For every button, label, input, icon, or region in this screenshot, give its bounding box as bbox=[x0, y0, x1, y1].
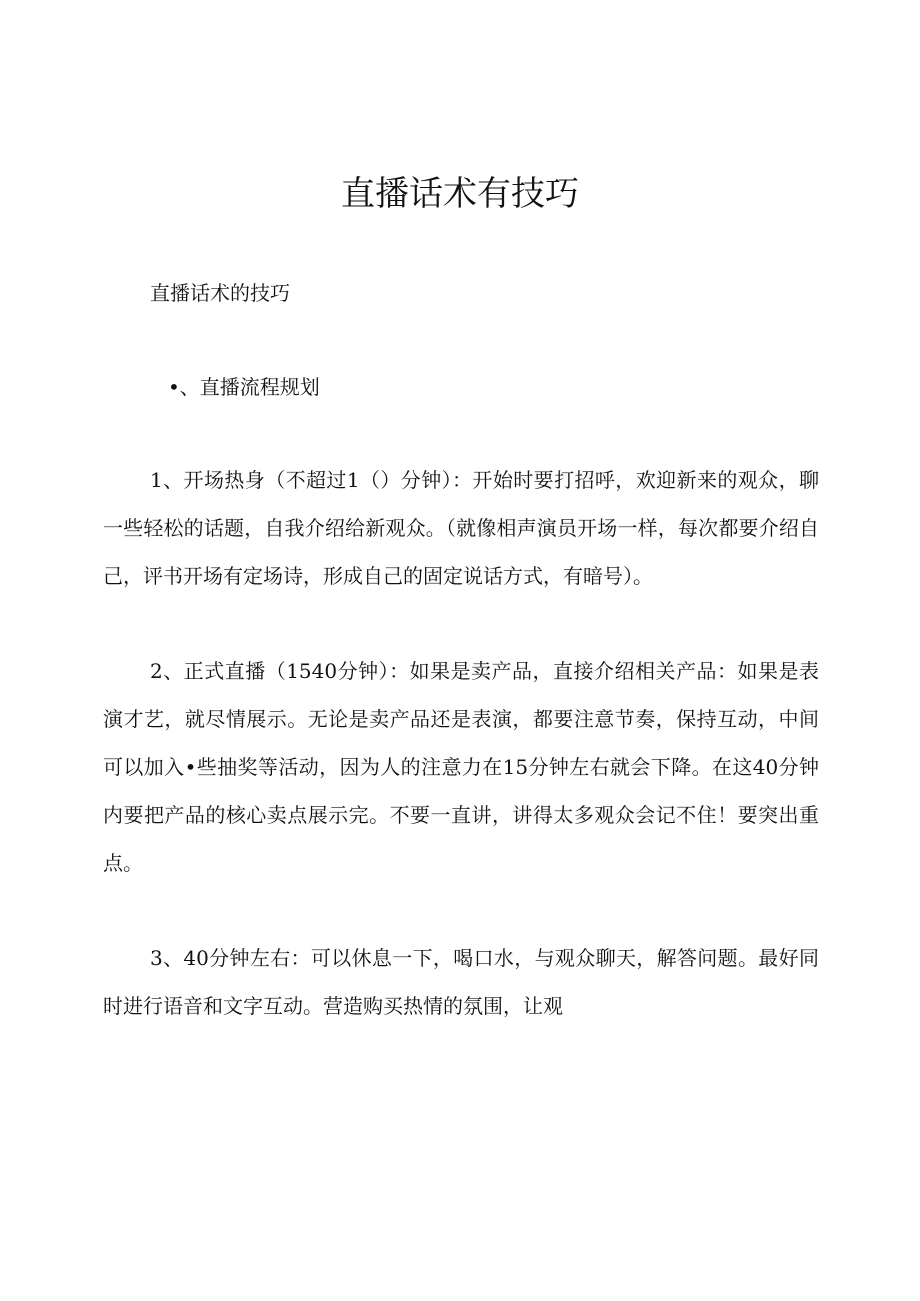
document-subtitle: 直播话术的技巧 bbox=[150, 281, 290, 305]
paragraph-break-interaction: 3、40分钟左右：可以休息一下，喝口水，与观众聊天，解答问题。最好同时进行语音和文字互动。营造购买热情的氛围，让观 bbox=[103, 946, 819, 1018]
page-title: 直播话术有技巧 bbox=[341, 174, 579, 214]
section-heading: •、直播流程规划 bbox=[168, 375, 320, 399]
paragraph-opening-warmup: 1、开场热身（不超过1（）分钟）：开始时要打招呼，欢迎新来的观众，聊一些轻松的话题，自我介绍给新观众。（就像相声演员开场一样，每次都要介绍自己，评书开场有定场诗，形成自己的固定说话方式，有暗号）。 bbox=[103, 468, 819, 588]
paragraph-main-broadcast: 2、正式直播（1540分钟）：如果是卖产品，直接介绍相关产品：如果是表演才艺，就尽情展示。无论是卖产品还是表演，都要注意节奏，保持互动，中间可以加入•些抽奖等活动，因为人的注意力在15分钟左右就会下降。在这40分钟内要把产品的核心卖点展示完。不要一直讲，讲得太多观众会记不住！要突出重点。 bbox=[103, 659, 819, 875]
